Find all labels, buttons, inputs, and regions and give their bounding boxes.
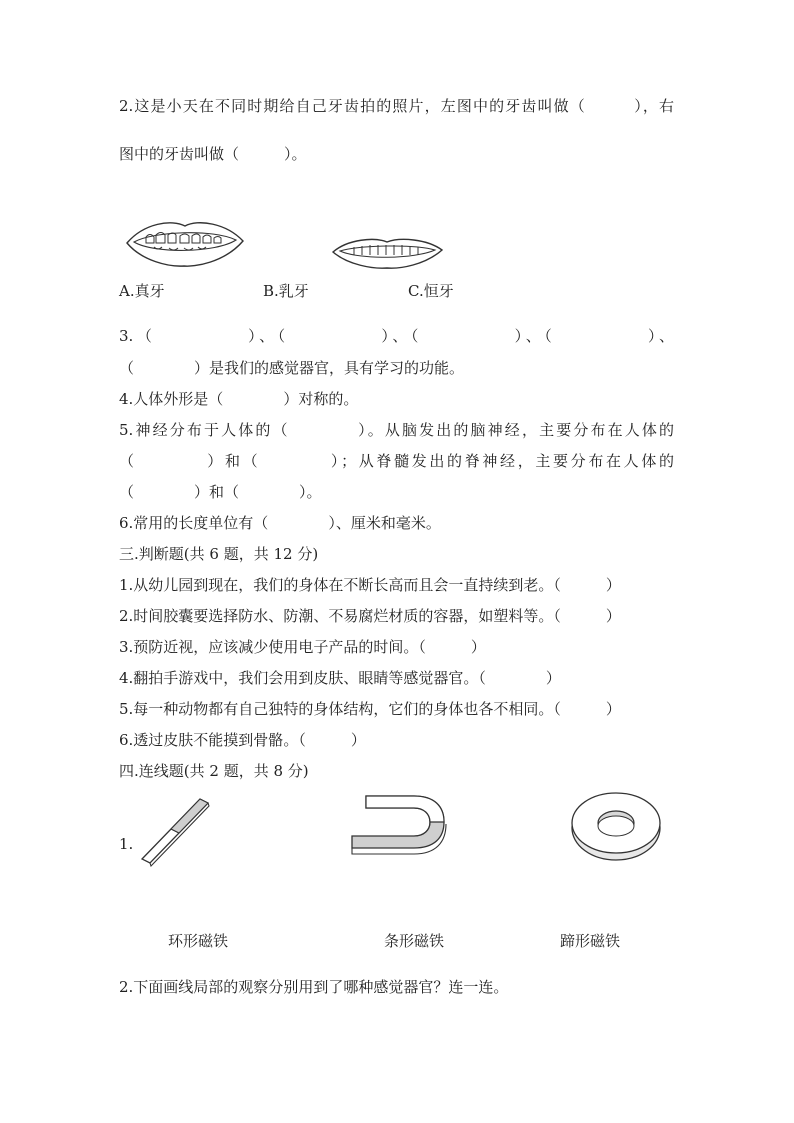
bar-magnet-image [140,795,212,867]
permanent-teeth-mouth-image [330,235,445,271]
label-bar-magnet: 条形磁铁 [384,932,445,950]
judge-item-5: 5.每一种动物都有自己独特的身体结构，它们的身体也各不相同。（ ） [119,700,621,718]
q3-line-1: 3.（ ）、（ ）、（ ）、（ ）、 [119,327,674,345]
q2-line-2: 图中的牙齿叫做（ ）。 [119,145,307,163]
section-3-title: 三.判断题(共 6 题，共 12 分) [119,545,319,563]
q3-line-2: （ ）是我们的感觉器官，具有学习的功能。 [119,359,465,377]
q4: 4.人体外形是（ ）对称的。 [119,390,359,408]
judge-item-3: 3.预防近视，应该减少使用电子产品的时间。（ ） [119,638,486,656]
matching-q1-number: 1. [119,835,134,853]
q2-line-1: 2.这是小天在不同时期给自己牙齿拍的照片，左图中的牙齿叫做（ ），右 [119,97,674,115]
ring-magnet-image [569,790,663,862]
q5-line-1: 5.神经分布于人体的（ ）。从脑发出的脑神经，主要分布在人体的 [119,421,674,439]
judge-item-2: 2.时间胶囊要选择防水、防潮、不易腐烂材质的容器，如塑料等。（ ） [119,607,621,625]
label-ring-magnet: 环形磁铁 [168,932,229,950]
baby-teeth-mouth-image [124,217,246,269]
judge-item-1: 1.从幼儿园到现在，我们的身体在不断长高而且会一直持续到老。（ ） [119,576,621,594]
option-c: C.恒牙 [408,282,454,300]
q5-line-3: （ ）和（ ）。 [119,483,322,501]
horseshoe-magnet-image [348,792,448,858]
q5-line-2: （ ）和（ ）；从脊髓发出的脊神经，主要分布在人体的 [119,452,674,470]
option-b: B.乳牙 [263,282,309,300]
judge-item-4: 4.翻拍手游戏中，我们会用到皮肤、眼睛等感觉器官。（ ） [119,669,561,687]
section-4-title: 四.连线题(共 2 题，共 8 分) [119,762,309,780]
matching-q2: 2.下面画线局部的观察分别用到了哪种感觉器官？连一连。 [119,978,509,996]
label-horseshoe-magnet: 蹄形磁铁 [560,932,621,950]
q6: 6.常用的长度单位有（ ）、厘米和毫米。 [119,514,441,532]
option-a: A.真牙 [119,282,165,300]
judge-item-6: 6.透过皮肤不能摸到骨骼。（ ） [119,731,366,749]
